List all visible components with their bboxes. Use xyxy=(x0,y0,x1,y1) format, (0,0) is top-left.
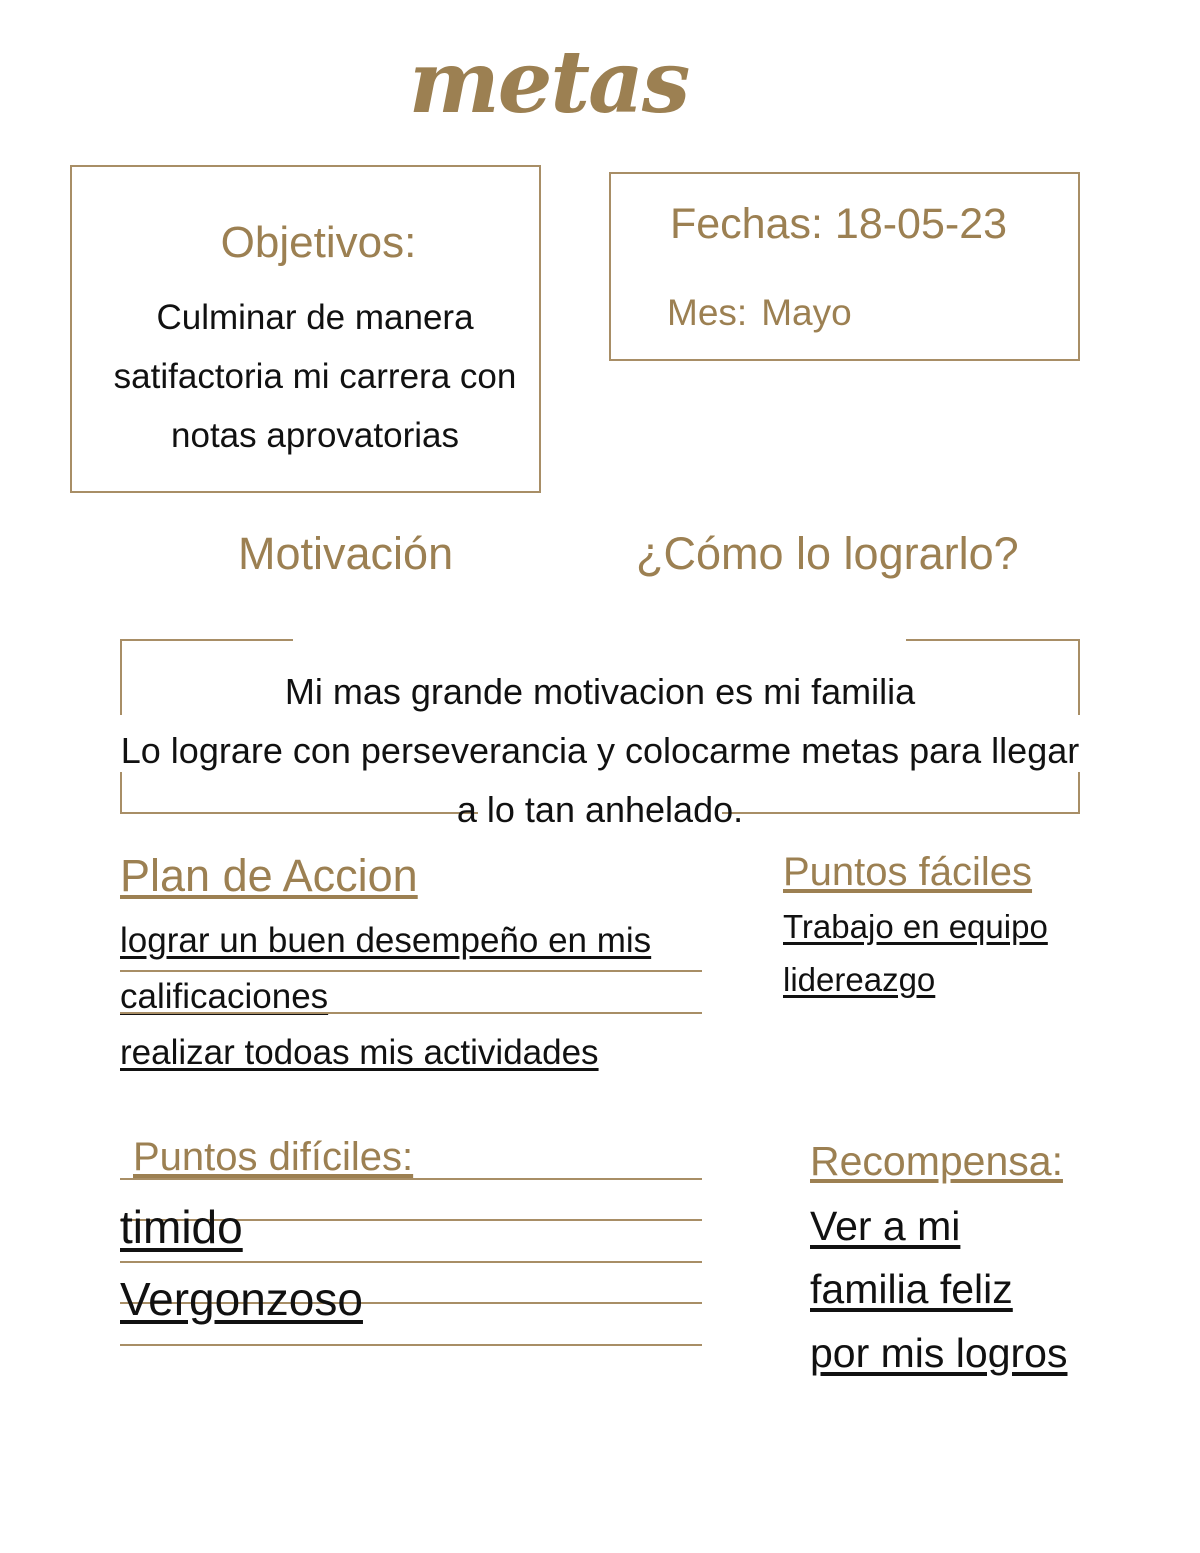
recompensa-heading: Recompensa: xyxy=(810,1138,1063,1184)
recompensa-item: Ver a mi xyxy=(810,1203,961,1249)
mes-label: Mes: xyxy=(667,292,748,333)
ruled-line xyxy=(120,1012,702,1014)
plan-item: lograr un buen desempeño en mis xyxy=(120,921,652,960)
como-heading: ¿Cómo lo lograrlo? xyxy=(636,528,1019,579)
puntos-faciles-heading: Puntos fáciles xyxy=(783,850,1033,894)
ruled-line xyxy=(120,1261,702,1263)
frame-line-top-left xyxy=(120,639,293,641)
ruled-line xyxy=(120,1344,702,1346)
objetivos-text: Culminar de manera satifactoria mi carrera con notas aprovatorias xyxy=(113,298,517,455)
recompensa-item: por mis logros xyxy=(810,1330,1068,1376)
recompensa-item: familia feliz xyxy=(810,1266,1013,1312)
motivacion-text: Mi mas grande motivacion es mi familia xyxy=(284,671,916,712)
plan-accion-heading: Plan de Accion xyxy=(120,850,418,901)
como-text: Lo lograre con perseverancia y colocarme metas para llegar a lo tan anhelado. xyxy=(120,730,1080,830)
plan-item: calificaciones xyxy=(120,977,329,1016)
fechas-label: Fechas: 18-05-23 xyxy=(670,200,1008,248)
dificil-item: timido xyxy=(120,1201,243,1253)
mes-value: Mayo xyxy=(761,292,852,333)
mes-row xyxy=(667,292,852,334)
frame-line-top-right xyxy=(906,639,1080,641)
page-title: metas xyxy=(408,32,689,133)
puntos-dificiles-heading: Puntos difíciles: xyxy=(133,1135,414,1179)
dificil-item: Vergonzoso xyxy=(120,1273,363,1325)
facil-item: Trabajo en equipo xyxy=(783,908,1048,945)
motivacion-text-block xyxy=(120,662,1080,839)
ruled-line xyxy=(120,1178,702,1180)
facil-item: lidereazgo xyxy=(783,961,936,998)
objetivos-heading: Objetivos: xyxy=(220,218,417,267)
motivacion-heading: Motivación xyxy=(238,528,454,579)
plan-item: realizar todoas mis actividades xyxy=(120,1033,599,1072)
ruled-line xyxy=(120,970,702,972)
